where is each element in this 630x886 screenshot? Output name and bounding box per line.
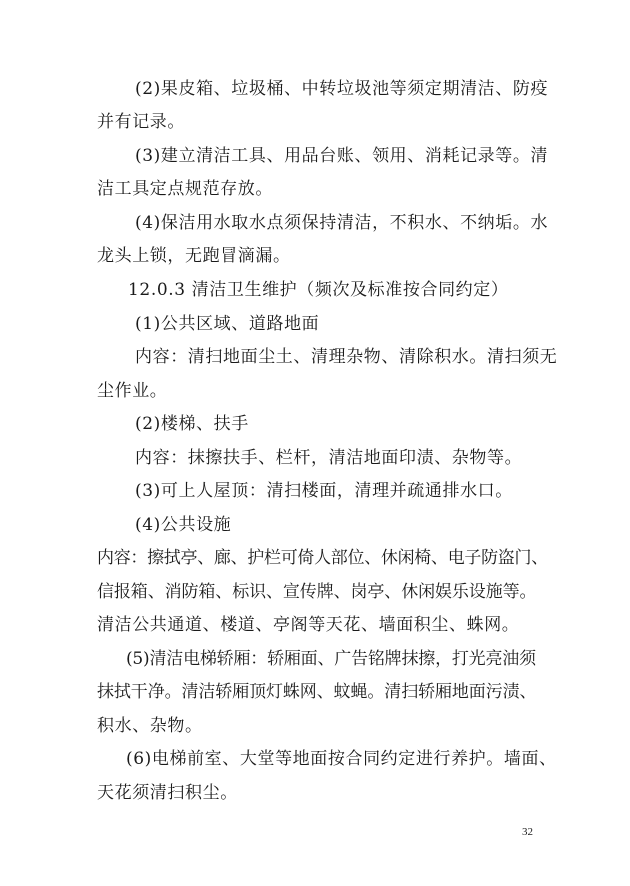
text-line: 内容：抹擦扶手、栏杆，清洁地面印渍、杂物等。	[135, 448, 523, 468]
text-line: (1)公共区域、道路地面	[135, 314, 320, 334]
text-line: (3)可上人屋顶：清扫楼面，清理并疏通排水口。	[135, 481, 513, 501]
text-line: 内容：清扫地面尘土、清理杂物、清除积水。清扫须无	[135, 347, 558, 367]
text-line: 尘作业。	[97, 381, 168, 401]
text-line: (4)公共设施	[135, 515, 232, 535]
text-line: 龙头上锁，无跑冒滴漏。	[97, 246, 291, 266]
text-line: (2)楼梯、扶手	[135, 414, 249, 434]
text-line: 洁工具定点规范存放。	[97, 179, 273, 199]
page-number: 32	[522, 826, 533, 838]
text-line: 清洁公共通道、楼道、亭阁等天花、墙面积尘、蛛网。	[97, 615, 520, 635]
text-line: 信报箱、消防箱、标识、宣传牌、岗亭、休闲娱乐设施等。	[97, 582, 537, 602]
text-line: (6)电梯前室、大堂等地面按合同约定进行养护。墙面、	[126, 749, 557, 769]
text-line: 积水、杂物。	[97, 716, 203, 736]
text-line: 天花须清扫积尘。	[97, 783, 238, 803]
text-line: 内容：擦拭亭、廊、护栏可倚人部位、休闲椅、电子防盗门、	[97, 548, 548, 568]
text-line: (3)建立清洁工具、用品台账、领用、消耗记录等。清	[135, 146, 549, 166]
text-line: (2)果皮箱、垃圾桶、中转垃圾池等须定期清洁、防疫	[135, 79, 549, 99]
text-line: 并有记录。	[97, 112, 185, 132]
text-line: (5)清洁电梯轿厢：轿厢面、广告铭牌抹擦，打光亮油须	[126, 649, 536, 669]
section-heading: 12.0.3 清洁卫生维护（频次及标准按合同约定）	[128, 280, 509, 300]
text-line: (4)保洁用水取水点须保持清洁，不积水、不纳垢。水	[135, 213, 549, 233]
text-line: 抹拭干净。清洁轿厢顶灯蛛网、蚊蝇。清扫轿厢地面污渍、	[97, 682, 537, 702]
